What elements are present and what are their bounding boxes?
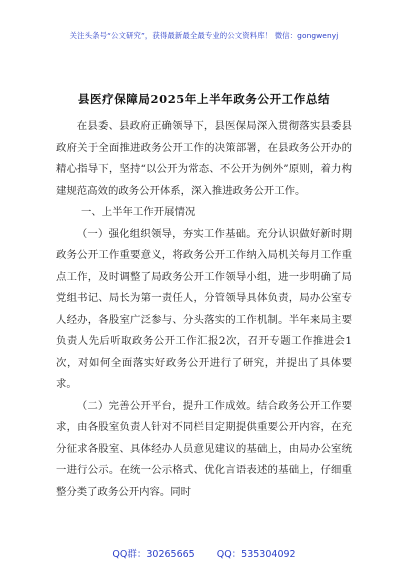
body-paragraph: （一）强化组织领导，夯实工作基础。充分认识做好新时期政务公开工作重要意义，将政务公开工作纳入局机关每月工作重点工作，及时调整了局政务公开工作领导小组，进一步明确了局党组书记、局长为第一责任人，分管领导具体负责，局办公室专人经办，各股室广泛参与、分头落实的工作机制。半年来局主要负责人先后听取政务公开工作汇报2次，召开专题工作推进会1次，对如何全面落实好政务公开进行了研究，并提出了具体要求。 xyxy=(56,227,352,390)
qq-number: QQ：535304092 xyxy=(216,549,296,560)
intro-paragraph: 在县委、县政府正确领导下，县医保局深入贯彻落实县委县政府关于全面推进政务公开工作的决策部署，在县政务公开办的精心指导下，坚持“以公开为常态、不公开为例外”原则，着力构建规范高效的政务公开体系，深入推进政务公开工作。 xyxy=(56,120,352,197)
document-title: 县医疗保障局2025年上半年政务公开工作总结 xyxy=(77,92,331,106)
watermark-banner: 关注头条号“公文研究”，获得最新最全最专业的公文资料库！ 微信：gongwenyj xyxy=(69,31,339,40)
qq-group-number: QQ群：30265665 xyxy=(112,549,195,560)
contact-footer xyxy=(0,546,408,560)
body-paragraph: （二）完善公开平台，提升工作成效。结合政务公开工作要求，由各股室负责人针对不同栏目定期提供重要公开内容，在充分征求各股室、具体经办人员意见建议的基础上，由局办公室统一进行公示。在统一公示格式、优化言语表述的基础上，仔细重整分类了政务公开内容。同时 xyxy=(56,399,352,498)
document-body xyxy=(56,116,352,503)
section-heading: 一、上半年工作开展情况 xyxy=(80,206,196,218)
